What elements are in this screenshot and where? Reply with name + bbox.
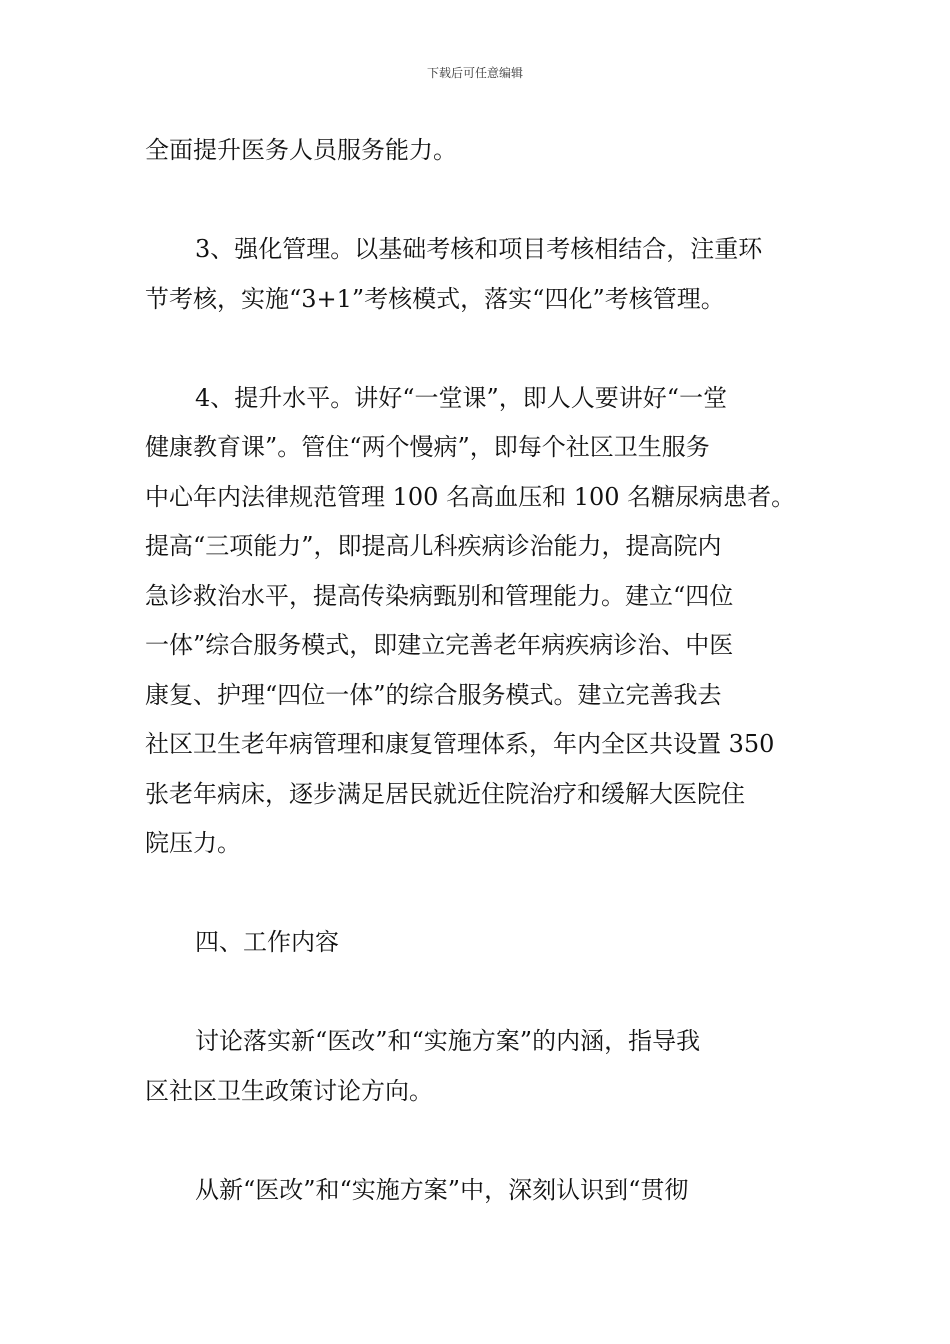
text-line: 张老年病床，逐步满足居民就近住院治疗和缓解大医院住: [145, 779, 745, 808]
text-line: 讨论落实新“医改”和“实施方案”的内涵，指导我: [195, 1027, 701, 1055]
text-line: 3、强化管理。以基础考核和项目考核相结合，注重环: [195, 235, 763, 263]
paragraph-4: [145, 1017, 810, 1116]
paragraph-3: [145, 374, 810, 869]
paragraph-gap: [145, 968, 810, 1018]
text-line: 院压力。: [145, 829, 241, 857]
paragraph-2: [145, 225, 810, 324]
text-line: 提高“三项能力”，即提高儿科疾病诊治能力，提高院内: [145, 532, 722, 560]
text-line: 节考核，实施“3+1”考核模式，落实“四化”考核管理。: [145, 284, 725, 313]
paragraph-gap: [145, 1116, 810, 1166]
text-line: 中心年内法律规范管理 100 名高血压和 100 名糖尿病患者。: [145, 482, 796, 511]
paragraph-1: [145, 126, 810, 176]
text-line: 康复、护理“四位一体”的综合服务模式。建立完善我去: [145, 680, 722, 709]
heading-line: 四、工作内容: [195, 928, 339, 956]
section-heading: [145, 918, 810, 968]
text-line: 区社区卫生政策讨论方向。: [145, 1076, 433, 1105]
paragraph-gap: [145, 324, 810, 374]
text-line: 一体”综合服务模式，即建立完善老年病疾病诊治、中医: [145, 631, 734, 659]
text-line: 急诊救治水平，提高传染病甄别和管理能力。建立“四位: [145, 581, 734, 610]
text-line: 4、提升水平。讲好“一堂课”，即人人要讲好“一堂: [195, 383, 728, 412]
text-line: 从新“医改”和“实施方案”中，深刻认识到“贯彻: [195, 1175, 689, 1204]
document-body: [145, 126, 810, 1215]
paragraph-gap: [145, 176, 810, 226]
text-line: 健康教育课”。管住“两个慢病”，即每个社区卫生服务: [145, 433, 710, 461]
text-line: 全面提升医务人员服务能力。: [145, 136, 457, 164]
paragraph-5: [145, 1166, 810, 1216]
page-header: 下载后可任意编辑: [426, 66, 523, 80]
paragraph-gap: [145, 869, 810, 919]
text-line: 社区卫生老年病管理和康复管理体系，年内全区共设置 350: [145, 730, 775, 758]
